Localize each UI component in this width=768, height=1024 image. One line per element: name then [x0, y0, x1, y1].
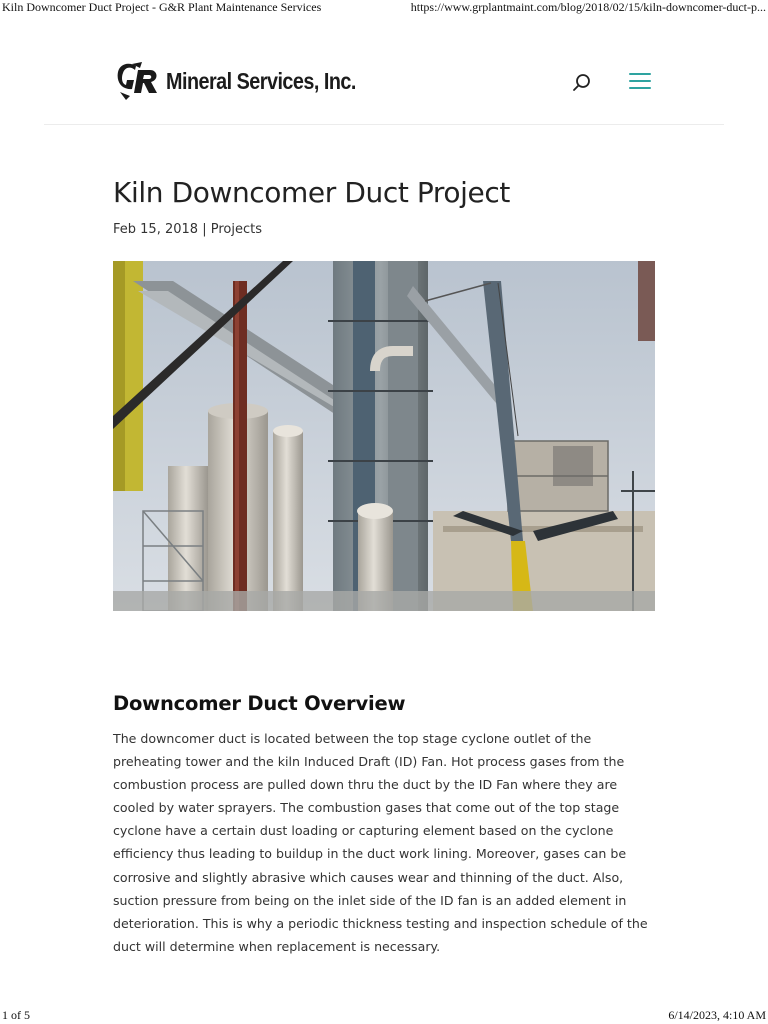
site-header	[44, 44, 724, 125]
post-title: Kiln Downcomer Duct Project	[113, 176, 510, 209]
post-meta	[113, 222, 262, 237]
print-page-number: 1 of 5	[2, 1008, 30, 1022]
category-link-projects[interactable]: Projects	[210, 222, 262, 237]
site-logo[interactable]	[114, 60, 387, 102]
hamburger-menu-icon[interactable]	[629, 73, 651, 93]
meta-separator: |	[202, 222, 207, 237]
hero-image-cement-plant	[113, 261, 655, 611]
print-page-title: Kiln Downcomer Duct Project - G&R Plant Maintenance Services	[2, 0, 322, 14]
print-header	[0, 0, 768, 18]
search-icon	[571, 72, 593, 94]
print-page-url: https://www.grplantmaint.com/blog/2018/02/15/kiln-downcomer-duct-p...	[410, 0, 766, 14]
search-button[interactable]	[571, 72, 593, 94]
print-footer	[0, 1008, 768, 1024]
section-heading: Downcomer Duct Overview	[113, 692, 406, 715]
overview-paragraph: The downcomer duct is located between the top stage cyclone outlet of the preheating tower and the kiln Induced Draft (ID) Fan. Hot process gases from the combustion process are pulled down thru the duct by the ID Fan where they are cooled by water sprayers. The combustion gases that come out of the top stage cyclone have a certain dust loading or capturing element based on the cyclone efficiency thus leading to buildup in the duct work lining. Moreover, gases can be corrosive and slightly abrasive which causes wear and thinning of the duct. Also, suction pressure from being on the inlet side of the ID fan is an added element in deterioration. This is why a periodic thickness testing and inspection schedule of the duct will determine when replacement is necessary.	[113, 731, 648, 954]
print-datetime: 6/14/2023, 4:10 AM	[668, 1008, 766, 1022]
logo-text: Mineral Services, Inc.	[166, 67, 356, 94]
post-date: Feb 15, 2018	[113, 222, 199, 237]
gr-logo-icon	[114, 60, 162, 102]
